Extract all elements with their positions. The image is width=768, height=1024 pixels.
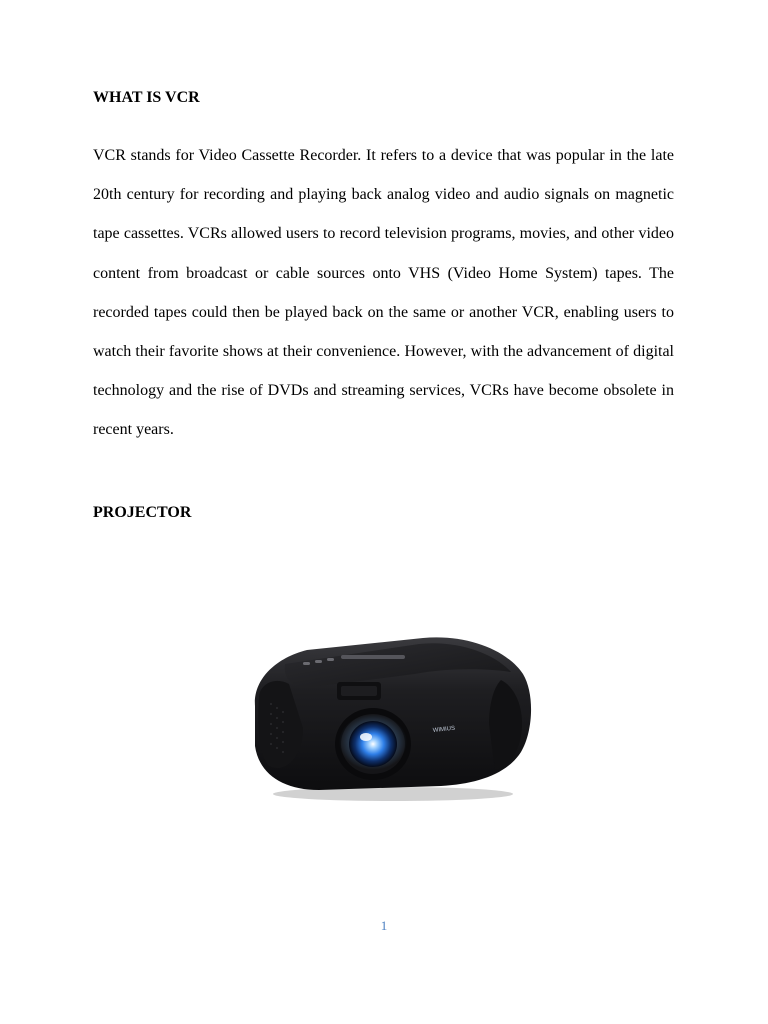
page-number: 1 — [380, 918, 388, 933]
heading-what-is-vcr: WHAT IS VCR — [93, 89, 200, 106]
heading-projector: PROJECTOR — [93, 504, 192, 521]
projector-image — [245, 628, 535, 803]
projector-brand-label: WIMIUS — [432, 725, 456, 734]
paragraph-vcr: VCR stands for Video Cassette Recorder. It refers to a device that was popular in the late 20th century for recording and playing back analog video and audio signals on magnetic tape cassettes. VCRs allowed users to record television programs, movies, and other video content from broadcast or cable sources onto VHS (Video Home System) tapes. The recorded tapes could then be played back on the same or another VCR, enabling users to watch their favorite shows at their convenience. However, with the advancement of digital technology and the rise of DVDs and streaming services, VCRs have become obsolete in recent years. — [93, 147, 674, 439]
